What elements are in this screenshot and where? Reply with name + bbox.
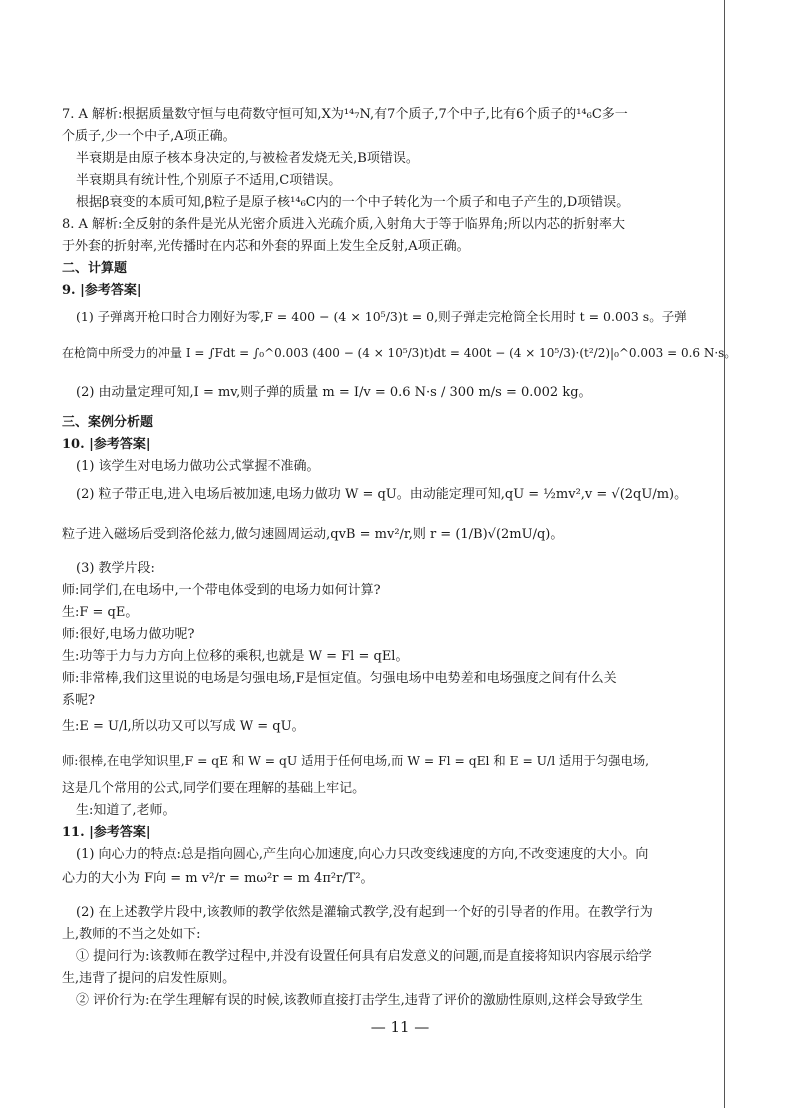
line-q10-2: (2) 粒子带正电,进入电场后被加速,电场力做功 W = qU。由动能定理可知,qU = ½mv²,v = √(2qU/m)。 [76, 487, 688, 502]
line-q7-4: 半衰期具有统计性,个别原子不适用,C项错误。 [76, 173, 342, 188]
line-q10-11: 生:E = U/l,所以功又可以写成 W = qU。 [62, 719, 305, 734]
line-q10-3: 粒子进入磁场后受到洛伦兹力,做匀速圆周运动,qvB = mv²/r,则 r = (1/B)√(2mU/q)。 [62, 527, 564, 542]
page-number: — 11 — [370, 1018, 430, 1036]
line-q9-1: (1) 子弹离开枪口时合力刚好为零,F = 400 − (4 × 10⁵/3)t = 0,则子弹走完枪筒全长用时 t = 0.003 s。子弹 [76, 309, 687, 324]
line-q10-13: 这是几个常用的公式,同学们要在理解的基础上牢记。 [62, 781, 366, 796]
line-q7-3: 半衰期是由原子核本身决定的,与被检者发烧无关,B项错误。 [76, 151, 419, 166]
line-q11-7: ② 评价行为:在学生理解有误的时候,该教师直接打击学生,违背了评价的激励性原则,这样会导致学生 [76, 993, 643, 1008]
line-q11-4: 上,教师的不当之处如下: [62, 927, 201, 942]
line-q10-10: 系呢? [62, 693, 95, 708]
line-q11-5: ① 提问行为:该教师在教学过程中,并没有设置任何具有启发意义的问题,而是直接将知识内容展示给学 [76, 949, 652, 964]
line-q10-5: 师:同学们,在电场中,一个带电体受到的电场力如何计算? [62, 583, 381, 598]
line-q11-2: 心力的大小为 F向 = m v²/r = mω²r = m 4π²r/T²。 [62, 871, 374, 886]
line-q10-9: 师:非常棒,我们这里说的电场是匀强电场,F是恒定值。匀强电场中电势差和电场强度之间有什么关 [62, 671, 617, 686]
line-q8-1: 8. A 解析:全反射的条件是光从光密介质进入光疏介质,入射角大于等于临界角;所以内芯的折射率大 [62, 217, 625, 232]
section-heading-case: 三、案例分析题 [62, 415, 154, 430]
line-q8-2: 于外套的折射率,光传播时在内芯和外套的界面上发生全反射,A项正确。 [62, 239, 470, 254]
line-q10-7: 师:很好,电场力做功呢? [62, 627, 195, 642]
line-q7-5: 根据β衰变的本质可知,β粒子是原子核¹⁴₆C内的一个中子转化为一个质子和电子产生的,D项错误。 [76, 195, 630, 210]
section-heading-calc: 二、计算题 [62, 261, 128, 276]
line-q7-2: 个质子,少一个中子,A项正确。 [62, 129, 236, 144]
page-edge-rule [724, 0, 725, 1108]
line-q10-12: 师:很棒,在电学知识里,F = qE 和 W = qU 适用于任何电场,而 W = Fl = qEl 和 E = U/l 适用于匀强电场, [62, 754, 650, 768]
line-q10-1: (1) 该学生对电场力做功公式掌握不准确。 [76, 459, 320, 474]
line-q11-6: 生,违背了提问的启发性原则。 [62, 971, 236, 986]
line-q10-8: 生:功等于力与力方向上位移的乘积,也就是 W = Fl = qEl。 [62, 649, 409, 664]
line-q10-6: 生:F = qE。 [62, 605, 139, 620]
q10-answer-heading: 10. |参考答案| [62, 437, 151, 452]
line-q11-3: (2) 在上述教学片段中,该教师的教学依然是灌输式教学,没有起到一个好的引导者的作用。在教学行为 [76, 905, 653, 920]
line-q10-14: 生:知道了,老师。 [76, 803, 176, 818]
line-q9-3: (2) 由动量定理可知,I = mv,则子弹的质量 m = I/v = 0.6 N·s / 300 m/s = 0.002 kg。 [76, 385, 592, 400]
q9-answer-heading: 9. |参考答案| [62, 283, 142, 298]
line-q9-2: 在枪筒中所受力的冲量 I = ∫Fdt = ∫₀^0.003 (400 − (4 × 10⁵/3)t)dt = 400t − (4 × 10⁵/3)·(t²/2)|₀^0.003 = 0.6 N·s。 [62, 346, 737, 360]
q11-answer-heading: 11. |参考答案| [62, 825, 151, 840]
line-q7-1: 7. A 解析:根据质量数守恒与电荷数守恒可知,X为¹⁴₇N,有7个质子,7个中子,比有6个质子的¹⁴₆C多一 [62, 107, 628, 122]
line-q11-1: (1) 向心力的特点:总是指向圆心,产生向心加速度,向心力只改变线速度的方向,不改变速度的大小。向 [76, 847, 649, 862]
line-q10-4: (3) 教学片段: [76, 561, 155, 576]
